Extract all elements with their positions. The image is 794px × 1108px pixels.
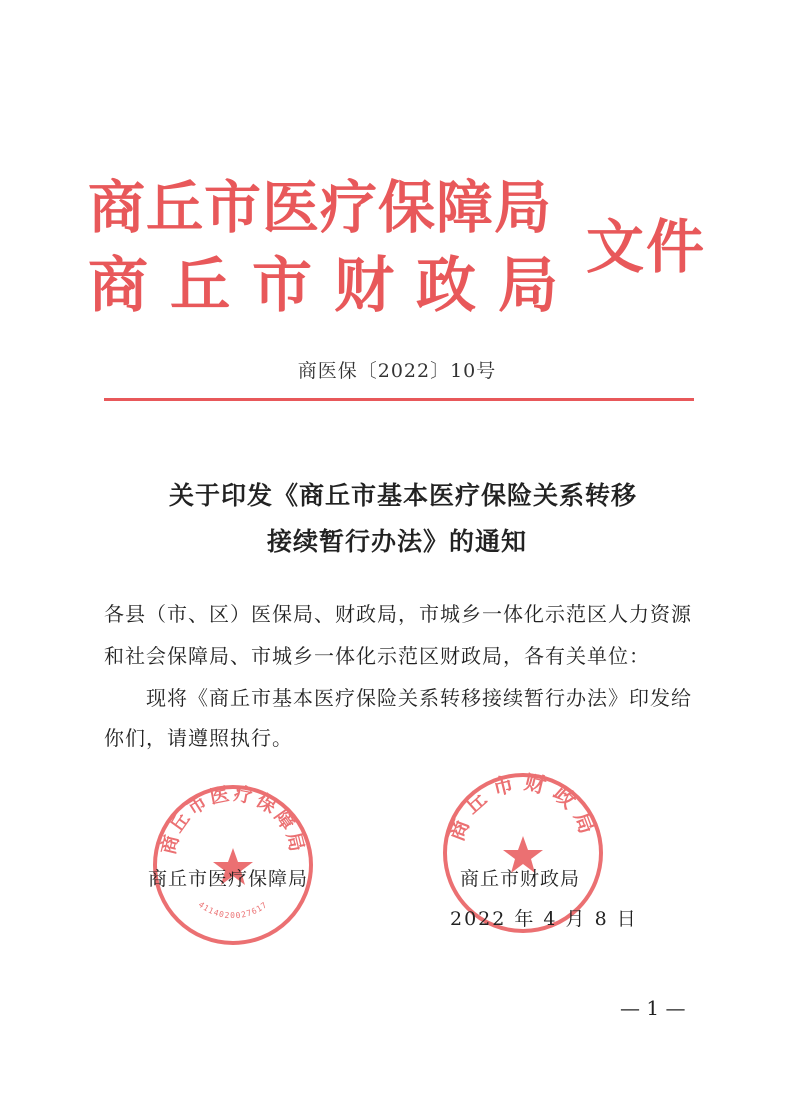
document-number: 商医保〔2022〕10号: [297, 360, 497, 382]
issuer-line-1: 商丘市医疗保障局: [88, 174, 552, 241]
document-type-label: 文件: [586, 213, 707, 281]
notice-title-line-2: 接续暂行办法》的通知: [266, 527, 527, 556]
signer-medical-security: 商丘市医疗保障局: [148, 868, 309, 890]
seal-text: 商丘市医疗保障局: [157, 782, 309, 857]
signer-finance: 商丘市财政局: [460, 868, 581, 890]
seal-text: 商丘市财政局: [443, 770, 603, 845]
issuer-line-2: 商丘市财政局: [88, 251, 580, 321]
seal-code: 4114020027617: [196, 900, 270, 921]
body-line: 现将《商丘市基本医疗保险关系转移接续暂行办法》印发给: [146, 686, 692, 710]
page-number: — 1 —: [620, 996, 686, 1020]
body-line: 你们，请遵照执行。: [104, 726, 293, 750]
body-line: 各县（市、区）医保局、财政局，市城乡一体化示范区人力资源: [104, 602, 692, 626]
body-line: 和社会保障局、市城乡一体化示范区财政局，各有关单位：: [104, 644, 650, 668]
issue-date: 2022 年 4 月 8 日: [450, 908, 638, 930]
red-divider: [104, 398, 694, 401]
notice-title-line-1: 关于印发《商丘市基本医疗保险关系转移: [168, 481, 637, 510]
